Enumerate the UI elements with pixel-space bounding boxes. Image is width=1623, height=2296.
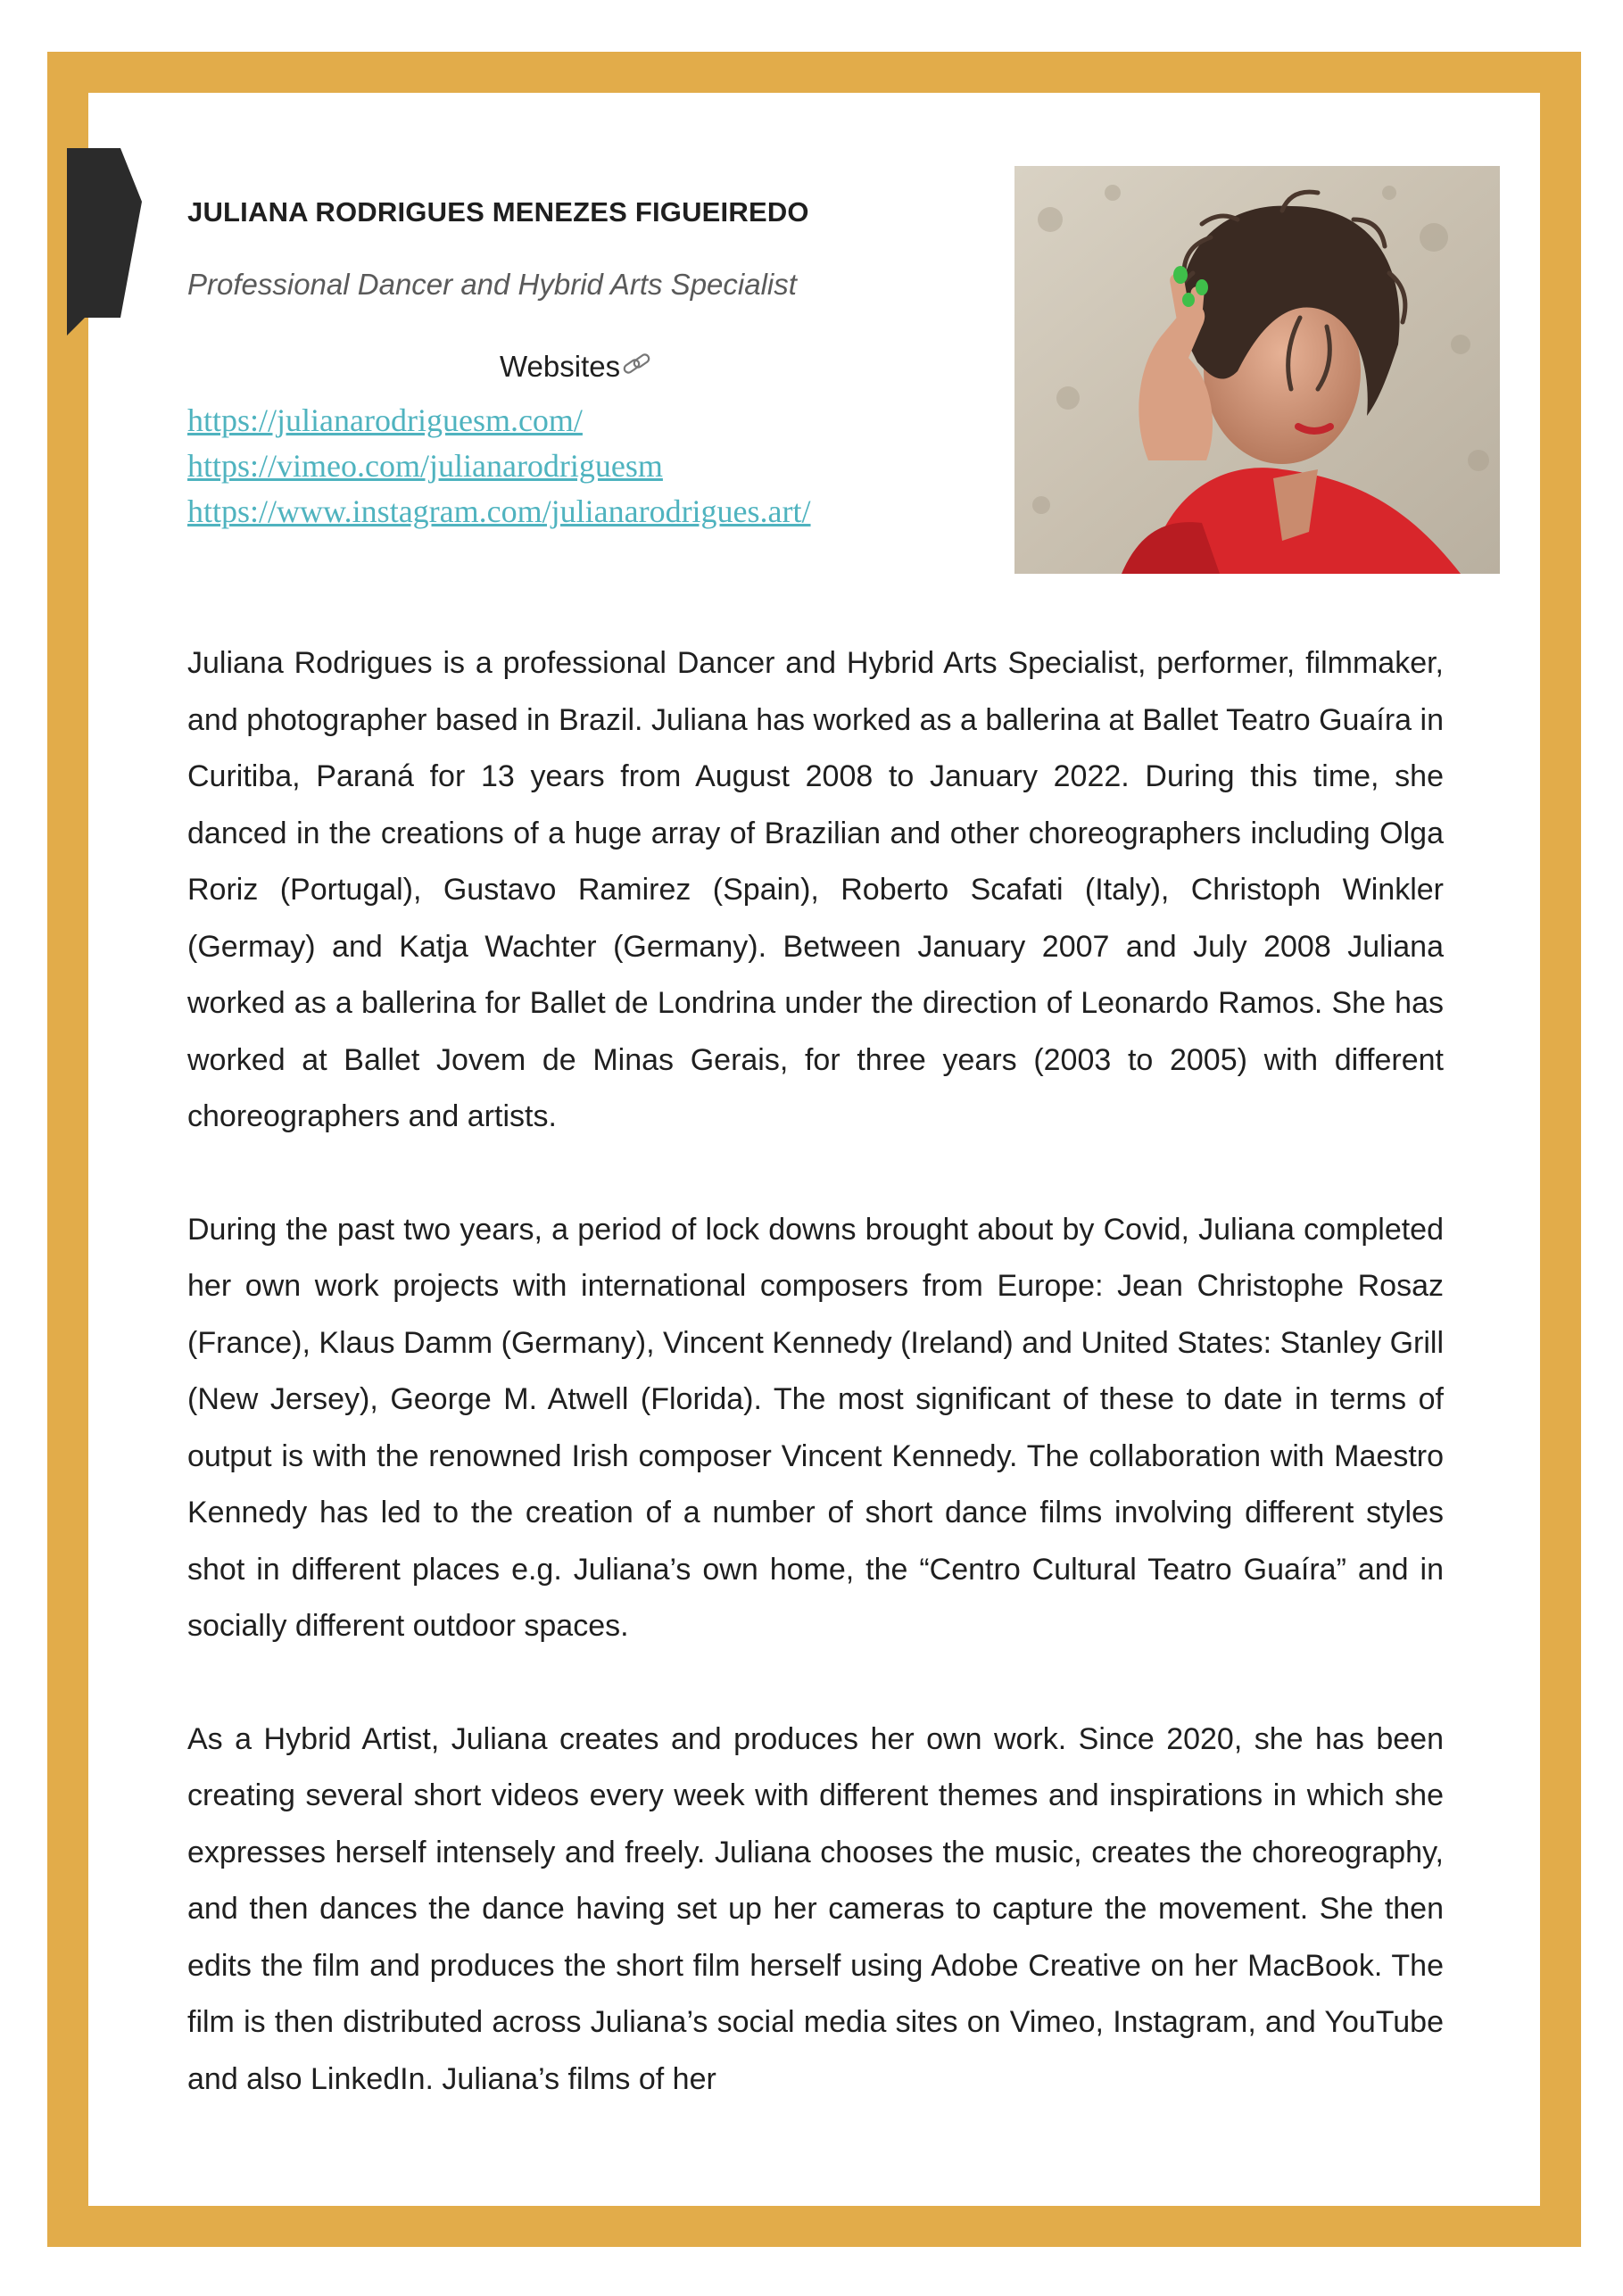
link-icon xyxy=(622,352,652,385)
websites-heading xyxy=(500,350,652,385)
website-link-instagram[interactable]: https://www.instagram.com/julianarodrigues.art/ xyxy=(187,493,811,529)
website-links xyxy=(187,398,811,535)
portrait-photo xyxy=(1014,166,1500,574)
biography-paragraph: Juliana Rodrigues is a professional Dancer and Hybrid Arts Specialist, performer, filmmaker, and photographer based in Brazil. Juliana has worked as a ballerina at Ballet Teatro Guaíra in Curitiba, Paraná for 13 years from August 2008 to January 2022. During this time, she danced in the creations of a huge array of Brazilian and other choreographers including Olga Roriz (Portugal), Gustavo Ramirez (Spain), Roberto Scafati (Italy), Christoph Winkler (Germay) and Katja Wachter (Germany). Between January 2007 and July 2008 Juliana worked as a ballerina for Ballet de Londrina under the direction of Leonardo Ramos. She has worked at Ballet Jovem de Minas Gerais, for three years (2003 to 2005) with different choreographers and artists. xyxy=(187,646,1444,1133)
person-name: JULIANA RODRIGUES MENEZES FIGUEIREDO xyxy=(187,196,809,228)
website-link-personal[interactable]: https://julianarodriguesm.com/ xyxy=(187,402,583,438)
biography-paragraph: During the past two years, a period of lock downs brought about by Covid, Juliana completed her own work projects with international composers from Europe: Jean Christophe Rosaz (France), Klaus Damm (Germany), Vincent Kennedy (Ireland) and United States: Stanley Grill (New Jersey), George M. Atwell (Florida). The most significant of these to date in terms of output is with the renowned Irish composer Vincent Kennedy. The collaboration with Maestro Kennedy has led to the creation of a number of short dance films involving different styles shot in different places e.g. Juliana’s own home, the “Centro Cultural Teatro Guaíra” and in socially different outdoor spaces. xyxy=(187,1212,1444,1643)
person-subtitle: Professional Dancer and Hybrid Arts Specialist xyxy=(187,268,797,301)
websites-label: Websites xyxy=(500,350,621,383)
biography-text xyxy=(187,635,1444,2164)
website-link-vimeo[interactable]: https://vimeo.com/julianarodriguesm xyxy=(187,448,663,484)
biography-paragraph: As a Hybrid Artist, Juliana creates and produces her own work. Since 2020, she has been creating several short videos every week with different themes and inspirations in which she expresses herself intensely and freely. Juliana chooses the music, creates the choreography, and then dances the dance having set up her cameras to capture the movement. She then edits the film and produces the short film herself using Adobe Creative on her MacBook. The film is then distributed across Juliana’s social media sites on Vimeo, Instagram, and YouTube and also LinkedIn. Juliana’s films of her xyxy=(187,1721,1444,2096)
